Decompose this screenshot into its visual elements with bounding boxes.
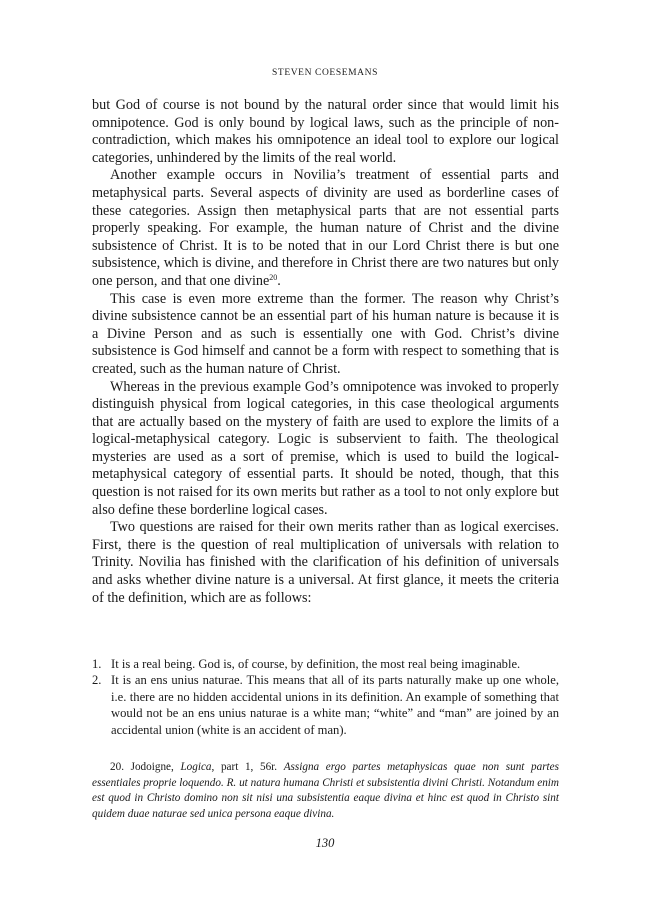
footnote-latin-quote: Assigna ergo partes metaphysicas quae non sunt partes essentiales proprie loquendo. R. ut natura humana Christi et subsistentia divini Christi. Notandum enim est quod in Christo domino non sit nisi una subsistentia eaque divina et hinc est quod in Christo sint quidem duae naturae sed unica persona eaque divina. bbox=[92, 761, 559, 820]
paragraph-end-punctuation: . bbox=[277, 272, 281, 289]
paragraph: Whereas in the previous example God’s omnipotence was invoked to properly distinguish physical from logical categories, in this case theological arguments that are actually based on the mystery of faith are used to explore the limits of a logical-metaphysical category. Logic is subservient to faith. The theological mysteries are used as a sort of premise, which is used to build the logical-metaphysical category of essential parts. It should be noted, though, that this question is not raised for its own merits but rather as a tool to not only explore but also define these borderline logical cases. bbox=[92, 378, 559, 518]
list-item-number: 2. bbox=[92, 673, 102, 688]
footnote-locator: , part 1, 56r. bbox=[211, 761, 284, 773]
paragraph: Two questions are raised for their own merits rather than as logical exercises. First, there is the question of real multiplication of universals with relation to Trinity. Novilia has finished with the clarification of his definition of universals and asks whether divine nature is a universal. At first glance, it meets the criteria of the definition, which are as follows: bbox=[92, 519, 559, 606]
page-number: 130 bbox=[315, 836, 335, 850]
paragraph-text: Another example occurs in Novilia’s treatment of essential parts and metaphysical parts. Several aspects of divinity are used as borderline cases of these categories. Assign then metaphysical parts that are not essential parts properly speaking. For example, the human nature of Christ and the divine subsistence of Christ. It is to be noted that in our Lord Christ there is but one subsistence, which is divine, and therefore in Christ there are two natures but only one person, and that one divine bbox=[92, 167, 559, 289]
paragraph bbox=[92, 167, 559, 290]
footnote-source-title: Logica bbox=[180, 761, 212, 773]
footnote-prefix: 20. Jodoigne, bbox=[110, 761, 181, 773]
paragraph: This case is even more extreme than the former. The reason why Christ’s divine subsistence cannot be an essential part of his human nature is because it is a Divine Person and as such is essentially one with God. Christ’s divine subsistence is God himself and cannot be a form with respect to something that is created, such as the human nature of Christ. bbox=[92, 290, 559, 377]
list-item bbox=[92, 672, 559, 738]
list-item-number: 1. bbox=[92, 657, 102, 671]
criteria-list bbox=[92, 656, 559, 738]
paragraph: but God of course is not bound by the natural order since that would limit his omnipotence. God is only bound by logical laws, such as the principle of non-contradiction, which makes his omnipotence an ideal tool to explore our logical categories, unhindered by the limits of the real world. bbox=[92, 97, 559, 166]
list-item-text: It is a real being. God is, of course, by definition, the most real being imaginable. bbox=[111, 657, 521, 671]
footnote-reference[interactable]: 20 bbox=[269, 272, 278, 282]
list-item-text: It is an ens unius naturae. This means that all of its parts naturally make up one whole, i.e. there are no hidden accidental unions in its definition. An example of something that would not be an ens unius naturae is a white man; “white” and “man” are joined by an accidental union (white is an accident of man). bbox=[111, 673, 559, 737]
list-item bbox=[92, 656, 559, 672]
footnote bbox=[92, 760, 559, 822]
main-text bbox=[92, 97, 559, 607]
running-head: STEVEN COESEMANS bbox=[272, 68, 378, 78]
